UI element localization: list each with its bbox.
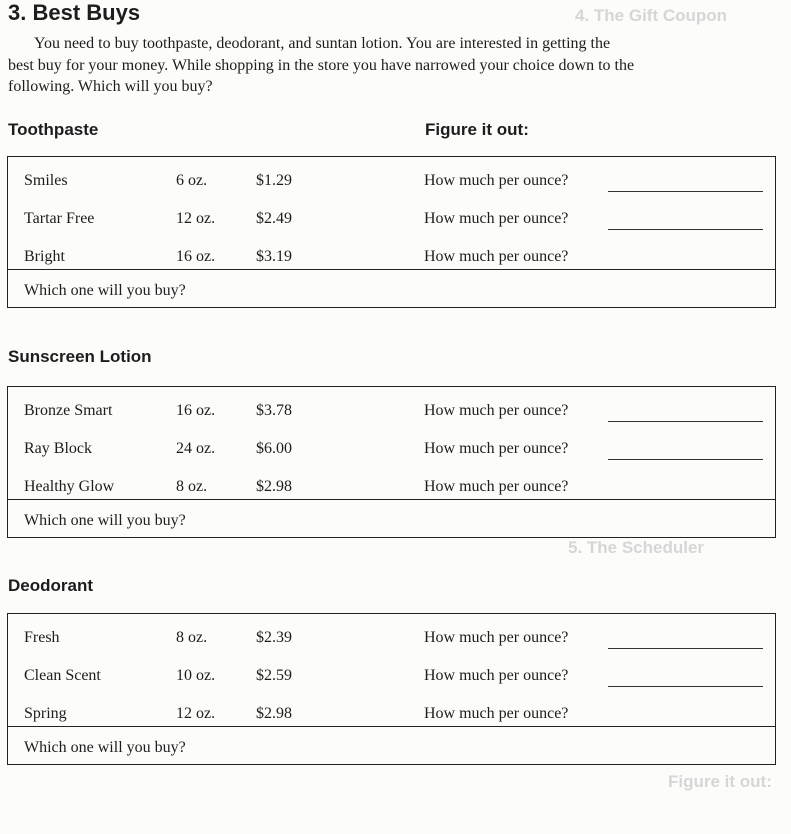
table-row (8, 468, 775, 506)
table-row (8, 430, 775, 468)
product-price: $2.49 (256, 210, 292, 227)
intro-paragraph: You need to buy toothpaste, deodorant, and suntan lotion. You are interested in getting the best buy for your money. While shopping in the store you have narrowed your choice down to the following. Which will you buy? (8, 35, 635, 95)
product-name: Healthy Glow (24, 478, 115, 495)
product-size: 16 oz. (176, 402, 216, 419)
product-price: $6.00 (256, 440, 292, 457)
product-size: 8 oz. (176, 629, 208, 646)
product-price: $1.29 (256, 172, 292, 189)
table-row (8, 200, 775, 238)
per-ounce-question: How much per ounce? (424, 402, 569, 419)
product-size: 8 oz. (176, 478, 208, 495)
per-ounce-question: How much per ounce? (424, 440, 569, 457)
table-row (8, 238, 775, 276)
product-size: 12 oz. (176, 210, 216, 227)
product-size: 16 oz. (176, 248, 216, 265)
which-one-prompt: Which one will you buy? (24, 739, 186, 756)
answer-blank[interactable] (608, 648, 763, 649)
product-name: Ray Block (24, 440, 92, 457)
answer-blank[interactable] (608, 421, 763, 422)
section-heading-sunscreen: Sunscreen Lotion (8, 347, 152, 366)
product-price: $2.39 (256, 629, 292, 646)
page-title: 3. Best Buys (8, 0, 141, 25)
product-name: Clean Scent (24, 667, 101, 684)
which-one-prompt: Which one will you buy? (24, 282, 186, 299)
row-divider (8, 269, 775, 270)
per-ounce-question: How much per ounce? (424, 667, 569, 684)
per-ounce-question: How much per ounce? (424, 172, 569, 189)
per-ounce-question: How much per ounce? (424, 210, 569, 227)
sunscreen-table (7, 386, 776, 538)
per-ounce-question: How much per ounce? (424, 629, 569, 646)
figure-it-out-heading: Figure it out: (425, 120, 529, 139)
per-ounce-question: How much per ounce? (424, 248, 569, 265)
product-name: Fresh (24, 629, 60, 646)
table-row (8, 162, 775, 200)
answer-blank[interactable] (608, 459, 763, 460)
product-name: Bright (24, 248, 65, 265)
product-size: 10 oz. (176, 667, 216, 684)
product-size: 12 oz. (176, 705, 216, 722)
bleed-through-heading: 5. The Scheduler (568, 538, 705, 557)
product-price: $2.59 (256, 667, 292, 684)
row-divider (8, 726, 775, 727)
answer-blank[interactable] (608, 191, 763, 192)
section-heading-deodorant: Deodorant (8, 576, 93, 595)
product-name: Smiles (24, 172, 68, 189)
bleed-through-heading: Figure it out: (668, 772, 772, 791)
product-size: 6 oz. (176, 172, 208, 189)
per-ounce-question: How much per ounce? (424, 705, 569, 722)
table-row (8, 657, 775, 695)
per-ounce-question: How much per ounce? (424, 478, 569, 495)
product-name: Tartar Free (24, 210, 95, 227)
product-price: $3.78 (256, 402, 292, 419)
which-one-prompt: Which one will you buy? (24, 512, 186, 529)
product-size: 24 oz. (176, 440, 216, 457)
product-name: Bronze Smart (24, 402, 113, 419)
answer-blank[interactable] (608, 229, 763, 230)
bleed-through-heading: 4. The Gift Coupon (575, 6, 728, 25)
deodorant-table (7, 613, 776, 765)
product-price: $2.98 (256, 478, 292, 495)
product-price: $2.98 (256, 705, 292, 722)
answer-blank[interactable] (608, 686, 763, 687)
product-name: Spring (24, 705, 67, 722)
table-row (8, 695, 775, 733)
product-price: $3.19 (256, 248, 292, 265)
section-heading-toothpaste: Toothpaste (8, 120, 99, 139)
table-row (8, 619, 775, 657)
table-row (8, 392, 775, 430)
row-divider (8, 499, 775, 500)
toothpaste-table (7, 156, 776, 308)
